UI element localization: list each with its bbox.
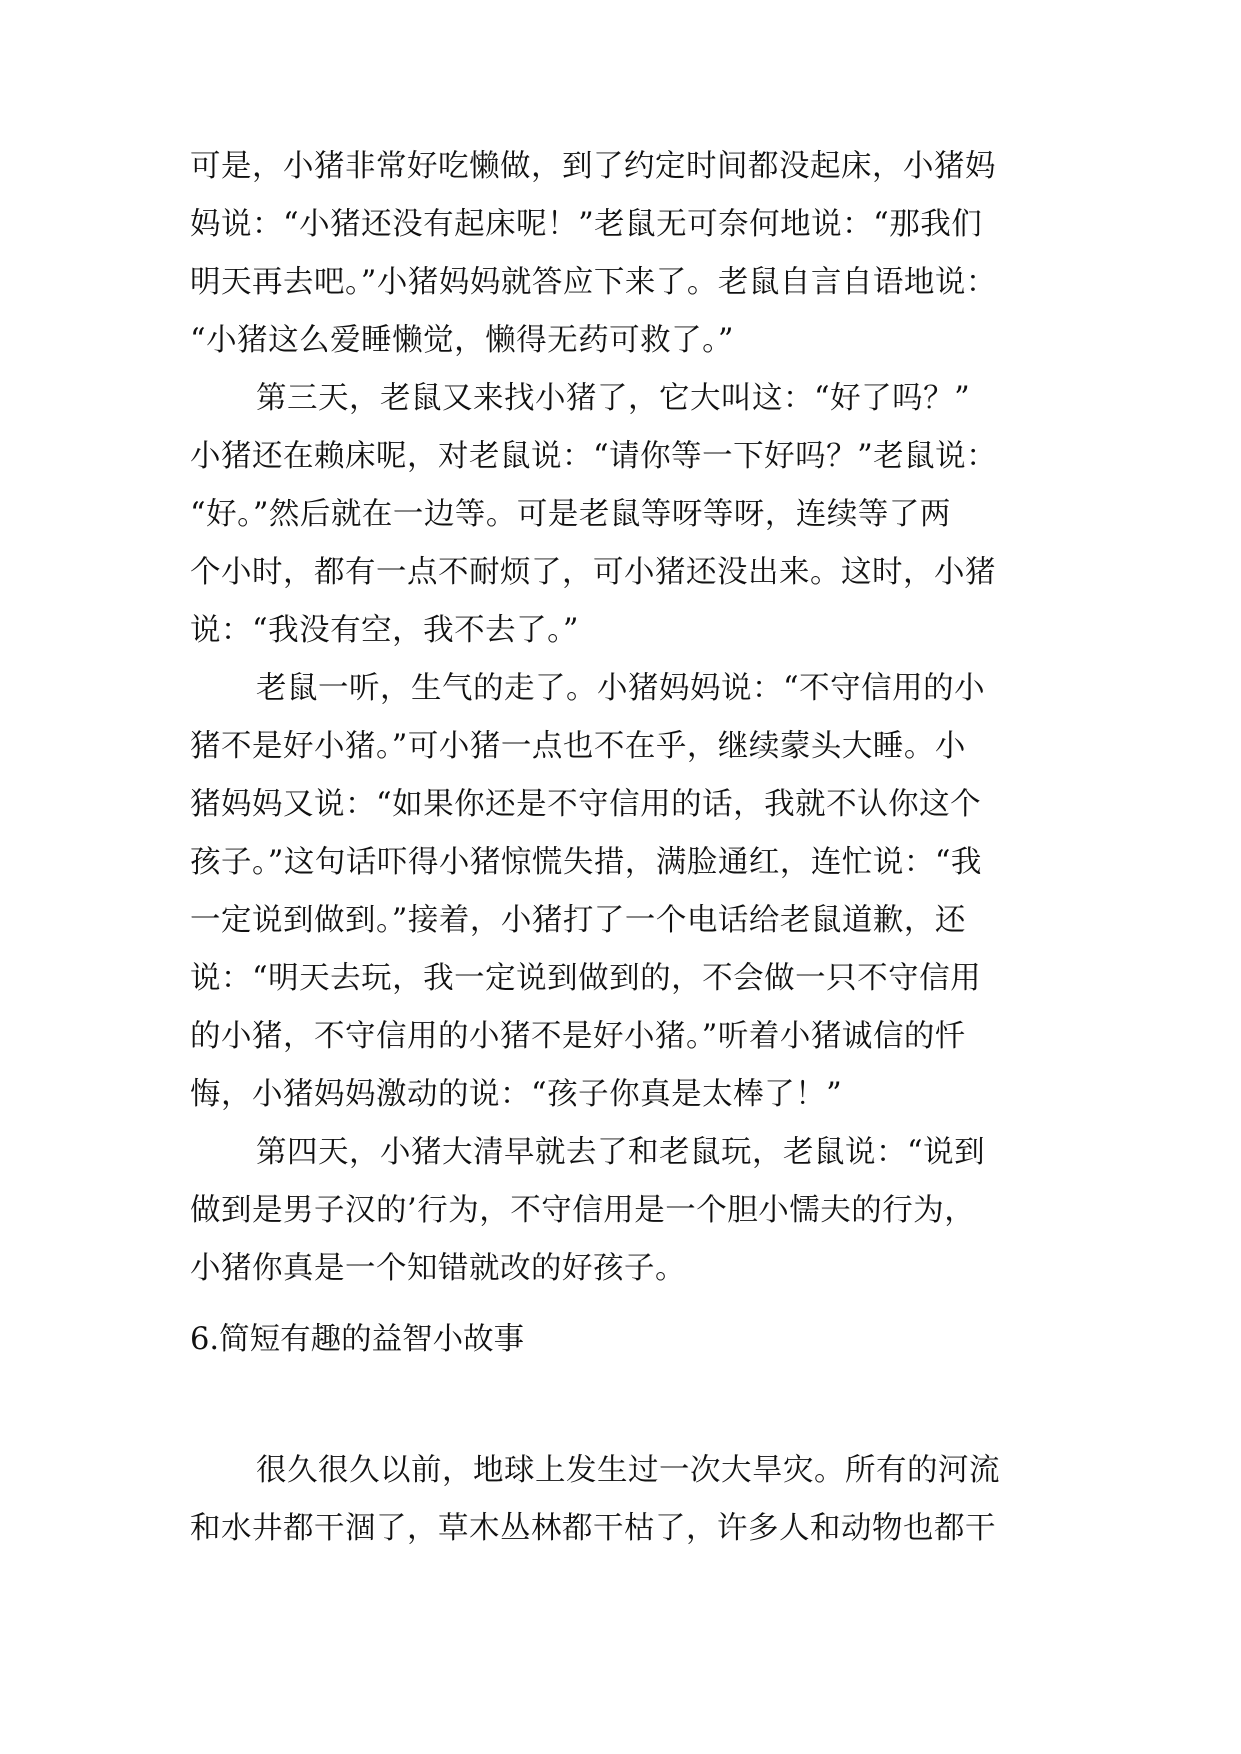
text-line: 猪妈妈又说：“如果你还是不守信用的话，我就不认你这个 xyxy=(190,787,982,822)
text-line: 妈说：“小猪还没有起床呢！”老鼠无可奈何地说：“那我们 xyxy=(190,207,983,242)
paragraph-start-line: 很久很久以前，地球上发生过一次大旱灾。所有的河流 xyxy=(256,1453,1000,1488)
story-body-top xyxy=(190,138,1052,1298)
text-line: 一定说到做到。”接着，小猪打了一个电话给老鼠道歉，还 xyxy=(190,903,966,938)
text-line: 的小猪，不守信用的小猪不是好小猪。”听着小猪诚信的忏 xyxy=(190,1019,966,1054)
story-body-bottom xyxy=(190,1442,1052,1558)
text-line: 悔，小猪妈妈激动的说：“孩子你真是太棒了！” xyxy=(190,1077,843,1112)
text-line: 说：“明天去玩，我一定说到做到的，不会做一只不守信用 xyxy=(190,961,982,996)
text-line: 做到是男子汉的’行为，不守信用是一个胆小懦夫的行为， xyxy=(190,1193,976,1228)
text-line: 明天再去吧。”小猪妈妈就答应下来了。老鼠自言自语地说： xyxy=(190,265,997,300)
text-line: “小猪这么爱睡懒觉，懒得无药可救了。” xyxy=(190,323,734,358)
text-line: 小猪还在赖床呢，对老鼠说：“请你等一下好吗？”老鼠说： xyxy=(190,439,998,474)
text-line: “好。”然后就在一边等。可是老鼠等呀等呀，连续等了两 xyxy=(190,497,951,532)
text-line: 说：“我没有空，我不去了。” xyxy=(190,613,579,648)
paragraph-start-line: 第四天，小猪大清早就去了和老鼠玩，老鼠说：“说到 xyxy=(256,1135,986,1170)
text-line: 个小时，都有一点不耐烦了，可小猪还没出来。这时，小猪 xyxy=(190,555,996,590)
text-line: 孩子。”这句话吓得小猪惊慌失措，满脸通红，连忙说：“我 xyxy=(190,845,982,880)
paragraph-start-line: 老鼠一听，生气的走了。小猪妈妈说：“不守信用的小 xyxy=(256,671,986,706)
paragraph-start-line: 第三天，老鼠又来找小猪了，它大叫这：“好了吗？” xyxy=(256,381,971,416)
section-heading: 6.简短有趣的益智小故事 xyxy=(190,1322,525,1357)
text-line: 小猪你真是一个知错就改的好孩子。 xyxy=(190,1251,686,1286)
text-line: 和水井都干涸了，草木丛林都干枯了，许多人和动物也都干 xyxy=(190,1511,996,1546)
text-line: 可是，小猪非常好吃懒做，到了约定时间都没起床，小猪妈 xyxy=(190,149,996,184)
text-line: 猪不是好小猪。”可小猪一点也不在乎，继续蒙头大睡。小 xyxy=(190,729,966,764)
